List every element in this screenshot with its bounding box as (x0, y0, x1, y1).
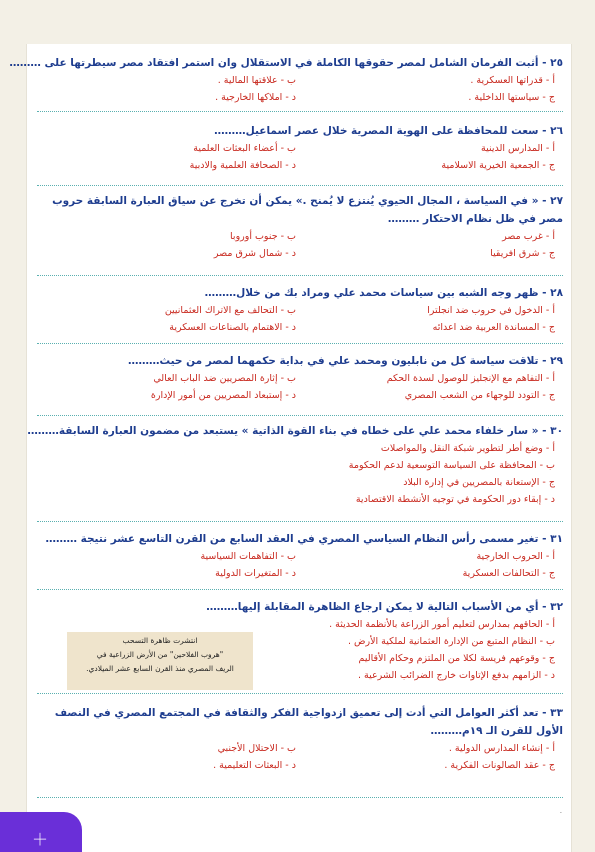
option-d[interactable]: د - المتغيرات الدولية (215, 568, 296, 579)
plus-icon: ＋ (32, 830, 49, 849)
question-text: ٢٨ - ظهر وجه الشبه بين سياسات محمد علي ومراد بك من خلال……… (204, 287, 563, 299)
option-a[interactable]: أ - الدخول في حروب ضد انجلترا (427, 305, 555, 316)
option-d[interactable]: د - البعثات التعليمية . (213, 760, 296, 771)
question-text: ٢٦ - سعت للمحافظة على الهوية المصرية خلال عصر اسماعيل……… (214, 125, 563, 137)
option-b[interactable]: ب - إثارة المصريين ضد الباب العالي (153, 373, 296, 384)
option-a[interactable]: أ - الحروب الخارجية (476, 551, 555, 562)
question-text: ٣٣ - تعد أكثر العوامل التي أدت إلى تعميق ازدواجية الفكر والثقافة في المجتمع المصري في النصف الأول للقرن الـ ١٩م……… (54, 707, 563, 737)
worksheet-page (9, 44, 572, 852)
option-d[interactable]: د - املاكها الخارجية . (215, 92, 296, 103)
option-d[interactable]: د - الصحافة العلمية والادبية (189, 160, 296, 171)
option-c[interactable]: ج - المساندة العربية ضد اعدائه (432, 322, 555, 333)
option-b[interactable]: ب - علاقتها المالية . (217, 75, 296, 86)
option-a[interactable]: أ - التفاهم مع الإنجليز للوصول لسدة الحكم (386, 373, 555, 384)
question-text: ٣١ - تغير مسمى رأس النظام السياسي المصري في العقد السابع من القرن التاسع عشر نتيجة ……… (45, 533, 563, 545)
option-b[interactable]: ب - جنوب أوروبا (230, 231, 296, 242)
note-line: انتشرت ظاهرة التسحب (122, 636, 198, 645)
question-text: ٢٩ - تلاقت سياسة كل من نابليون ومحمد علي في بداية حكمهما لمصر من حيث……… (128, 355, 563, 367)
option-d[interactable]: د - إستبعاد المصريين من أمور الإدارة (150, 390, 296, 401)
option-c[interactable]: ج - سياستها الداخلية . (468, 92, 555, 103)
question-30 (27, 422, 563, 522)
page-mark: ٠ (558, 808, 563, 817)
context-note (67, 632, 253, 690)
option-c[interactable]: ج - الجمعية الخيرية الاسلامية (441, 160, 555, 171)
option-a[interactable]: أ - الحاقهم بمدارس لتعليم أمور الزراعة بالأنظمة الحديثة . (329, 619, 555, 630)
option-b[interactable]: ب - التفاهمات السياسية (200, 551, 296, 562)
question-29 (37, 352, 563, 416)
option-a[interactable]: أ - غرب مصر (502, 231, 555, 242)
option-d[interactable]: د - إبقاء دور الحكومة في توجيه الأنشطة الاقتصادية (355, 494, 555, 505)
question-text: ٢٥ - أثبت الفرمان الشامل لمصر حقوقها الكاملة في الاستقلال وان استمر افتقاد مصر سيطرتها على ……… (9, 57, 563, 69)
option-c[interactable]: ج - عقد الصالونات الفكرية . (444, 760, 555, 771)
question-27 (37, 192, 563, 276)
option-c[interactable]: ج - التحالفات العسكرية (462, 568, 555, 579)
option-a[interactable]: أ - قدراتها العسكرية . (470, 75, 555, 86)
option-b[interactable]: ب - أعضاء البعثات العلمية (193, 143, 296, 154)
option-c[interactable]: ج - وقوعهم فريسة لكلا من الملتزم وحكام الأقاليم (358, 653, 555, 664)
question-31 (37, 530, 563, 590)
option-d[interactable]: د - الزامهم بدفع الإتاوات خارج الضرائب الشرعية . (357, 670, 555, 681)
question-33 (37, 704, 563, 798)
option-c[interactable]: ج - التودد للوجهاء من الشعب المصري (404, 390, 555, 401)
option-b[interactable]: ب - الاحتلال الأجنبي (217, 743, 296, 754)
option-a[interactable]: أ - المدارس الدينية (481, 143, 555, 154)
question-text: ٣٠ - « سار خلفاء محمد علي على خطاه في بناء القوة الذاتية » يستبعد من مضمون العبارة السابقة……… (27, 425, 563, 437)
question-text: ٣٢ - أي من الأسباب التالية لا يمكن ارجاع الظاهرة المقابلة إليها……… (206, 601, 563, 613)
option-b[interactable]: ب - النظام المتبع من الإدارة العثمانية لملكية الأرض . (347, 636, 555, 647)
option-a[interactable]: أ - إنشاء المدارس الدولية . (448, 743, 555, 754)
option-d[interactable]: د - الاهتمام بالصناعات العسكرية (169, 322, 296, 333)
question-28 (37, 284, 563, 344)
option-c[interactable]: ج - الإستعانة بالمصريين في إدارة البلاد (403, 477, 555, 488)
note-line: الريف المصري منذ القرن السابع عشر الميلادي. (86, 664, 234, 673)
option-c[interactable]: ج - شرق افريقيا (490, 248, 555, 259)
note-line: "هروب الفلاحين" من الأرض الزراعية في (96, 650, 224, 659)
option-a[interactable]: أ - وضع أطر لتطوير شبكة النقل والمواصلات (380, 443, 555, 454)
question-text: ٢٧ - « في السياسة ، المجال الحيوي يُنتزع لا يُمنح .» يمكن أن تخرج عن سياق العبارة السابقة حروب مصر في ظل نظام الاحتكار ……… (52, 195, 563, 225)
question-26 (37, 122, 563, 186)
option-d[interactable]: د - شمال شرق مصر (213, 248, 296, 259)
option-b[interactable]: ب - المحافظة على السياسة التوسعية لدعم الحكومة (348, 460, 555, 471)
question-25 (9, 54, 563, 112)
option-b[interactable]: ب - التحالف مع الاتراك العثمانيين (164, 305, 296, 316)
floating-action-button[interactable] (0, 812, 82, 852)
